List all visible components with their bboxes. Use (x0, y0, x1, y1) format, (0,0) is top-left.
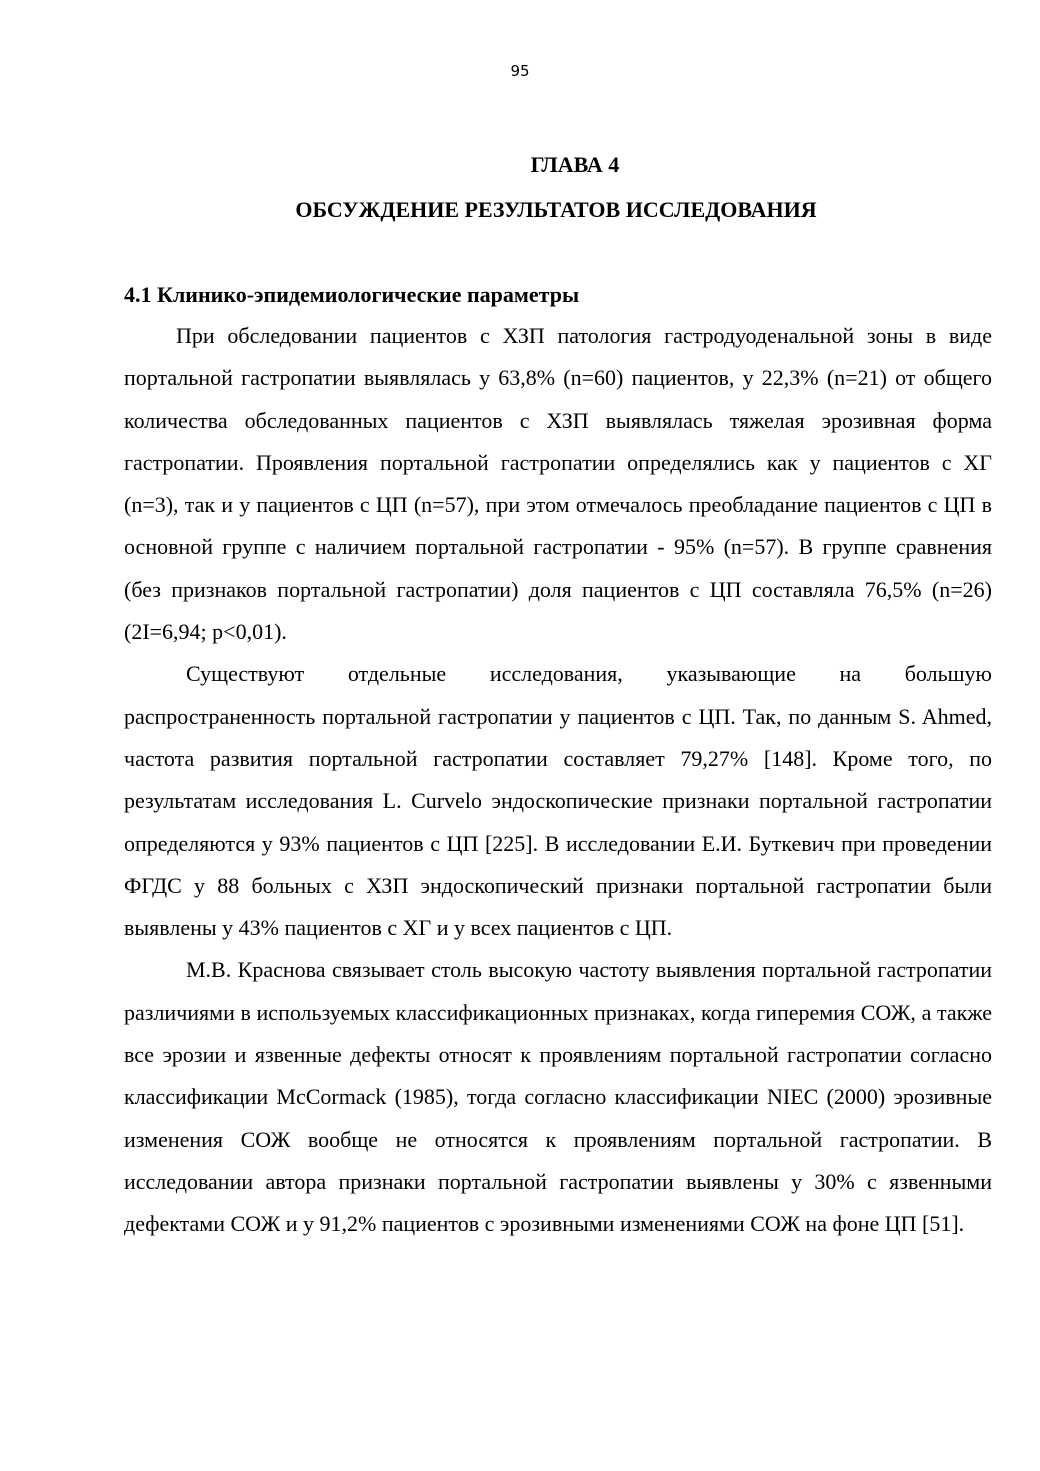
chapter-title: ГЛАВА 4 (530, 152, 620, 177)
paragraph: Существуют отдельные исследования, указывающие на большую распространенность портальной гастропатии у пациентов с ЦП. Так, по данным S. Ahmed, частота развития портальной гастропатии составляет 79,27% [148]. Кроме того, по результатам исследования L. Curvelo эндоскопические признаки портальной гастропатии определяются у 93% пациентов с ЦП [225]. В исследовании Е.И. Буткевич при проведении ФГДС у 88 больных с ХЗП эндоскопический признаки портальной гастропатии были выявлены у 43% пациентов с ХГ и у всех пациентов с ЦП. (124, 661, 992, 941)
body-text (124, 315, 992, 1246)
paragraph: М.В. Краснова связывает столь высокую частоту выявления портальной гастропатии различиями в используемых классификационных признаках, когда гиперемия СОЖ, а также все эрозии и язвенные дефекты относят к проявлениям портальной гастропатии согласно классификации McCormack (1985), тогда согласно классификации NIEC (2000) эрозивные изменения СОЖ вообще не относятся к проявлениям портальной гастропатии. В исследовании автора признаки портальной гастропатии выявлены у 30% с язвенными дефектами СОЖ и у 91,2% пациентов с эрозивными изменениями СОЖ на фоне ЦП [51]. (124, 957, 992, 1237)
chapter-subtitle: ОБСУЖДЕНИЕ РЕЗУЛЬТАТОВ ИССЛЕДОВАНИЯ (295, 197, 817, 222)
page-number: 95 (510, 62, 530, 80)
section-heading: 4.1 Клинико-эпидемиологические параметры (124, 282, 580, 307)
paragraph: При обследовании пациентов с ХЗП патология гастродуоденальной зоны в виде портальной гастропатии выявлялась у 63,8% (n=60) пациентов, у 22,3% (n=21) от общего количества обследованных пациентов с ХЗП выявлялась тяжелая эрозивная форма гастропатии. Проявления портальной гастропатии определялись как у пациентов с ХГ (n=3), так и у пациентов с ЦП (n=57), при этом отмечалось преобладание пациентов с ЦП в основной группе с наличием портальной гастропатии - 95% (n=57). В группе сравнения (без признаков портальной гастропатии) доля пациентов с ЦП составляла 76,5% (n=26) (2I=6,94; p<0,01). (124, 323, 992, 645)
